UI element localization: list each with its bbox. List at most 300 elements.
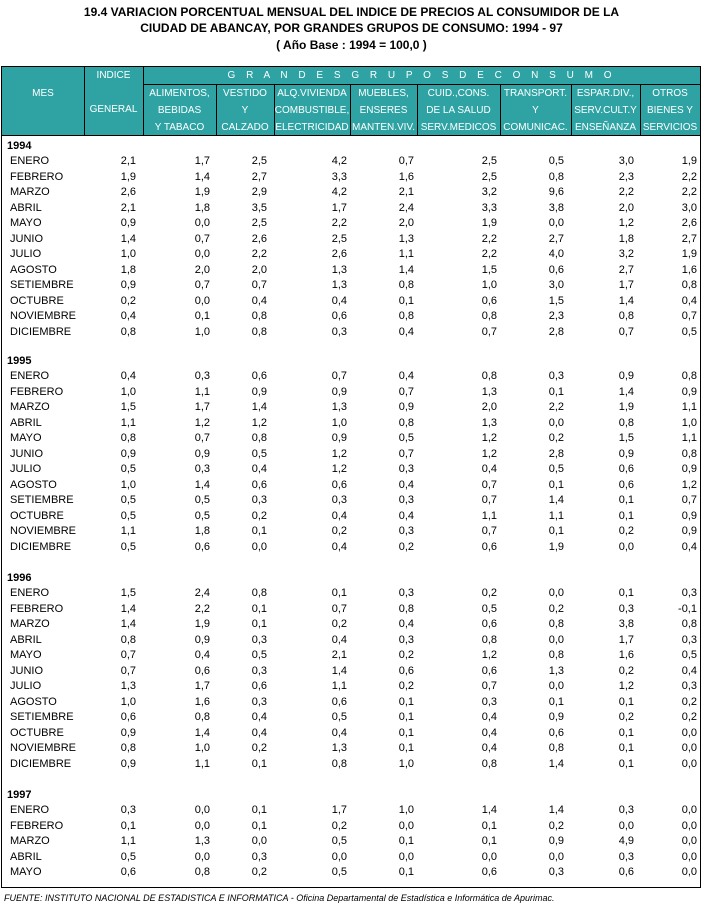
table-row — [2, 294, 700, 310]
value-cell: 0,8 — [331, 757, 347, 770]
value-cell: 0,7 — [398, 385, 414, 398]
value-cell: 1,4 — [251, 401, 267, 413]
value-cell: 0,1 — [618, 509, 634, 522]
value-cell: 0,5 — [481, 602, 497, 615]
table-row — [2, 509, 700, 525]
value-cell: 0,1 — [618, 742, 634, 754]
value-cell: 0,7 — [481, 680, 497, 692]
table-row — [2, 726, 700, 742]
value-cell: 1,0 — [194, 742, 210, 754]
value-cell: 0,3 — [618, 602, 634, 615]
value-cell: 0,4 — [481, 463, 497, 475]
value-cell: 0,4 — [331, 509, 347, 522]
value-cell: 0,2 — [618, 664, 634, 677]
table-row — [2, 369, 700, 385]
value-cell: 0,7 — [331, 602, 347, 615]
value-cell: 0,3 — [681, 587, 697, 599]
month-label: JULIO — [10, 463, 42, 475]
table-title-line-2: CIUDAD DE ABANCAY, POR GRANDES GRUPOS DE CONSUMO: 1994 - 97 — [140, 21, 563, 35]
value-cell: 1,1 — [120, 835, 136, 847]
value-cell: 1,2 — [681, 478, 697, 491]
value-cell: 0,8 — [120, 633, 136, 646]
header-col-5-line-0: TRANSPORT. — [503, 88, 568, 99]
value-cell: 2,6 — [331, 248, 347, 260]
value-cell: 2,0 — [398, 217, 414, 229]
value-cell: 0,2 — [548, 432, 564, 444]
year-label: 1994 — [7, 140, 32, 152]
value-cell: 1,3 — [194, 835, 210, 847]
value-cell: 0,0 — [398, 850, 414, 863]
value-cell: 1,9 — [548, 540, 564, 553]
month-label: MARZO — [10, 835, 50, 847]
value-cell: 0,5 — [120, 850, 136, 863]
value-cell: 2,2 — [481, 232, 497, 245]
header-col-3-line-1: ENSERES — [359, 105, 408, 116]
header-col-1-line-2: CALZADO — [221, 122, 269, 133]
month-label: AGOSTO — [10, 695, 57, 708]
header-col-2-line-0: ALQ.VIVIENDA — [277, 88, 347, 99]
value-cell: 0,8 — [681, 618, 697, 630]
value-cell: 0,1 — [618, 695, 634, 708]
header-col-4-line-1: DE LA SALUD — [426, 105, 491, 116]
value-cell: 0,6 — [618, 463, 634, 475]
value-cell: 0,8 — [120, 325, 136, 338]
value-cell: 1,6 — [681, 263, 697, 276]
value-cell: 0,0 — [398, 819, 414, 832]
value-cell: 0,4 — [481, 711, 497, 723]
value-cell: 0,9 — [120, 757, 136, 770]
value-cell: 1,9 — [681, 248, 697, 260]
value-cell: 1,2 — [331, 463, 347, 475]
table-row — [2, 216, 700, 232]
value-cell: 1,1 — [548, 509, 564, 522]
value-cell: 0,4 — [331, 540, 347, 553]
value-cell: 0,2 — [681, 695, 697, 708]
value-cell: 1,1 — [120, 525, 136, 537]
value-cell: 0,4 — [331, 294, 347, 307]
value-cell: 0,9 — [681, 463, 697, 475]
value-cell: 2,1 — [120, 201, 136, 214]
value-cell: 1,4 — [194, 478, 210, 491]
month-label: MAYO — [10, 866, 42, 878]
value-cell: 1,3 — [331, 742, 347, 754]
value-cell: 0,2 — [548, 819, 564, 832]
month-label: JULIO — [10, 248, 42, 260]
value-cell: 2,6 — [251, 232, 267, 245]
value-cell: 0,7 — [398, 447, 414, 460]
value-cell: 0,5 — [120, 463, 136, 475]
value-cell: 0,7 — [194, 232, 210, 245]
month-label: MARZO — [10, 401, 50, 413]
value-cell: 2,8 — [548, 325, 564, 338]
value-cell: 0,7 — [251, 279, 267, 291]
value-cell: 0,4 — [120, 310, 136, 322]
value-cell: 0,5 — [120, 494, 136, 506]
value-cell: 2,2 — [331, 217, 347, 229]
table-row — [2, 540, 700, 556]
value-cell: 1,9 — [681, 155, 697, 167]
value-cell: 0,5 — [681, 649, 697, 661]
value-cell: 2,2 — [194, 602, 210, 615]
value-cell: 0,3 — [251, 664, 267, 677]
value-cell: 0,3 — [398, 633, 414, 646]
header-general: GENERAL — [89, 104, 138, 115]
value-cell: 1,4 — [194, 726, 210, 739]
value-cell: 0,1 — [398, 835, 414, 847]
value-cell: 0,4 — [681, 294, 697, 307]
table-row — [2, 819, 700, 835]
value-cell: 0,1 — [618, 587, 634, 599]
value-cell: 0,0 — [194, 248, 210, 260]
value-cell: 0,7 — [481, 478, 497, 491]
value-cell: 0,3 — [681, 633, 697, 646]
value-cell: 0,5 — [251, 649, 267, 661]
value-cell: 0,7 — [481, 525, 497, 537]
value-cell: 3,8 — [618, 618, 634, 630]
value-cell: 2,0 — [194, 263, 210, 276]
table-row — [2, 478, 700, 494]
value-cell: 4,2 — [331, 155, 347, 167]
value-cell: 0,4 — [398, 325, 414, 338]
value-cell: 1,9 — [194, 186, 210, 198]
header-col-7-line-1: BIENES Y — [647, 105, 693, 116]
value-cell: 0,1 — [194, 310, 210, 322]
table-row — [2, 865, 700, 881]
value-cell: 1,0 — [120, 385, 136, 398]
table-row — [2, 201, 700, 217]
value-cell: 0,8 — [398, 310, 414, 322]
value-cell: 0,1 — [398, 742, 414, 754]
value-cell: 0,5 — [548, 463, 564, 475]
value-cell: 0,8 — [398, 602, 414, 615]
table-row — [2, 416, 700, 432]
value-cell: 1,3 — [481, 385, 497, 398]
table-base-year: ( Año Base : 1994 = 100,0 ) — [276, 38, 427, 52]
month-label: MARZO — [10, 186, 50, 198]
value-cell: 0,2 — [251, 866, 267, 878]
value-cell: 1,1 — [120, 416, 136, 429]
value-cell: 0,6 — [120, 866, 136, 878]
value-cell: 0,3 — [251, 494, 267, 506]
value-cell: 0,4 — [398, 370, 414, 382]
value-cell: 1,6 — [618, 649, 634, 661]
month-label: NOVIEMBRE — [10, 525, 77, 537]
value-cell: 1,9 — [194, 618, 210, 630]
value-cell: 1,6 — [398, 170, 414, 183]
value-cell: 1,3 — [120, 680, 136, 692]
table-row — [2, 385, 700, 401]
value-cell: 2,9 — [251, 186, 267, 198]
table-row — [2, 431, 700, 447]
value-cell: 1,0 — [194, 325, 210, 338]
value-cell: 0,6 — [331, 478, 347, 491]
value-cell: 0,3 — [398, 525, 414, 537]
value-cell: 0,8 — [618, 416, 634, 429]
value-cell: 0,1 — [251, 602, 267, 615]
value-cell: 0,0 — [681, 757, 697, 770]
value-cell: 1,1 — [194, 385, 210, 398]
header-col-4-line-0: CUID.,CONS. — [427, 88, 490, 99]
header-col-0-line-1: BEBIDAS — [157, 105, 202, 116]
month-label: OCTUBRE — [10, 294, 64, 307]
header-col-6-line-0: ESPAR.DIV., — [576, 88, 635, 99]
value-cell: 0,3 — [120, 804, 136, 816]
value-cell: 0,0 — [194, 850, 210, 863]
value-cell: 0,2 — [481, 587, 497, 599]
value-cell: 0,6 — [481, 618, 497, 630]
value-cell: 1,4 — [331, 664, 347, 677]
value-cell: 0,0 — [194, 294, 210, 307]
value-cell: 0,2 — [251, 742, 267, 754]
value-cell: 0,9 — [548, 711, 564, 723]
month-label: ENERO — [10, 804, 50, 816]
value-cell: 1,9 — [618, 401, 634, 413]
value-cell: -0,1 — [678, 602, 697, 615]
value-cell: 0,0 — [681, 835, 697, 847]
value-cell: 0,8 — [548, 649, 564, 661]
value-cell: 0,3 — [331, 494, 347, 506]
value-cell: 0,6 — [481, 294, 497, 307]
value-cell: 0,6 — [251, 478, 267, 491]
value-cell: 1,7 — [618, 279, 634, 291]
value-cell: 0,3 — [548, 866, 564, 878]
value-cell: 0,6 — [331, 695, 347, 708]
value-cell: 1,4 — [120, 232, 136, 245]
value-cell: 2,5 — [331, 232, 347, 245]
month-label: DICIEMBRE — [10, 325, 72, 338]
value-cell: 0,9 — [331, 432, 347, 444]
value-cell: 0,3 — [618, 804, 634, 816]
value-cell: 0,8 — [194, 711, 210, 723]
header-col-3-line-0: MUEBLES, — [358, 88, 409, 99]
value-cell: 1,8 — [194, 525, 210, 537]
value-cell: 0,1 — [548, 385, 564, 398]
value-cell: 0,8 — [251, 587, 267, 599]
value-cell: 0,8 — [481, 757, 497, 770]
table-row — [2, 524, 700, 540]
month-label: ABRIL — [10, 201, 42, 214]
value-cell: 0,0 — [251, 835, 267, 847]
value-cell: 0,7 — [481, 325, 497, 338]
value-cell: 0,1 — [618, 494, 634, 506]
table-row — [2, 247, 700, 263]
value-cell: 2,4 — [398, 201, 414, 214]
value-cell: 1,0 — [331, 416, 347, 429]
value-cell: 0,2 — [120, 294, 136, 307]
value-cell: 0,9 — [194, 447, 210, 460]
value-cell: 0,9 — [194, 633, 210, 646]
value-cell: 0,6 — [194, 540, 210, 553]
value-cell: 0,8 — [398, 279, 414, 291]
value-cell: 0,9 — [331, 385, 347, 398]
value-cell: 0,1 — [120, 819, 136, 832]
month-label: JUNIO — [10, 232, 43, 245]
value-cell: 0,0 — [681, 850, 697, 863]
value-cell: 0,9 — [398, 401, 414, 413]
value-cell: 0,8 — [251, 310, 267, 322]
value-cell: 3,2 — [481, 186, 497, 198]
table-row — [2, 757, 700, 773]
value-cell: 1,7 — [194, 155, 210, 167]
value-cell: 1,4 — [618, 294, 634, 307]
month-label: FEBRERO — [10, 602, 64, 615]
table-row — [2, 664, 700, 680]
value-cell: 0,6 — [618, 478, 634, 491]
month-label: OCTUBRE — [10, 509, 64, 522]
value-cell: 1,1 — [481, 509, 497, 522]
value-cell: 0,9 — [120, 279, 136, 291]
month-label: AGOSTO — [10, 478, 57, 491]
value-cell: 0,1 — [548, 525, 564, 537]
table-row — [2, 462, 700, 478]
value-cell: 0,6 — [481, 866, 497, 878]
value-cell: 0,2 — [398, 649, 414, 661]
value-cell: 0,4 — [398, 509, 414, 522]
value-cell: 0,2 — [251, 509, 267, 522]
table-row — [2, 493, 700, 509]
header-mes: MES — [32, 88, 54, 99]
value-cell: 1,4 — [548, 757, 564, 770]
value-cell: 0,3 — [681, 680, 697, 692]
value-cell: 1,5 — [548, 294, 564, 307]
value-cell: 0,4 — [120, 370, 136, 382]
value-cell: 1,4 — [618, 385, 634, 398]
value-cell: 1,3 — [331, 279, 347, 291]
value-cell: 0,2 — [681, 711, 697, 723]
value-cell: 1,3 — [331, 263, 347, 276]
value-cell: 1,3 — [548, 664, 564, 677]
value-cell: 0,4 — [251, 726, 267, 739]
month-label: NOVIEMBRE — [10, 310, 77, 322]
value-cell: 0,1 — [398, 695, 414, 708]
month-label: FEBRERO — [10, 385, 64, 398]
month-label: OCTUBRE — [10, 726, 64, 739]
value-cell: 2,2 — [681, 186, 697, 198]
source-footnote: FUENTE: INSTITUTO NACIONAL DE ESTADISTICA E INFORMATICA - Oficina Departamental de Estadística e Informática de Apurimac. — [4, 893, 555, 903]
value-cell: 1,0 — [681, 416, 697, 429]
value-cell: 0,0 — [681, 866, 697, 878]
header-col-7-line-0: OTROS — [652, 88, 688, 99]
value-cell: 0,5 — [331, 711, 347, 723]
value-cell: 0,9 — [681, 525, 697, 537]
header-col-6-line-2: ENSEÑANZA — [574, 122, 637, 133]
value-cell: 0,6 — [481, 540, 497, 553]
value-cell: 0,9 — [120, 217, 136, 229]
value-cell: 0,5 — [251, 447, 267, 460]
month-label: ENERO — [10, 370, 50, 382]
value-cell: 0,0 — [194, 819, 210, 832]
value-cell: 0,8 — [681, 279, 697, 291]
value-cell: 0,1 — [398, 294, 414, 307]
value-cell: 1,1 — [398, 248, 414, 260]
value-cell: 2,5 — [251, 155, 267, 167]
month-label: JULIO — [10, 680, 42, 692]
value-cell: 0,4 — [331, 633, 347, 646]
month-label: ABRIL — [10, 416, 42, 429]
value-cell: 1,4 — [548, 494, 564, 506]
table-row — [2, 263, 700, 279]
value-cell: 1,5 — [120, 401, 136, 413]
value-cell: 1,0 — [481, 279, 497, 291]
value-cell: 2,0 — [251, 263, 267, 276]
month-label: SETIEMBRE — [10, 279, 74, 291]
header-col-1-line-0: VESTIDO — [223, 88, 267, 99]
value-cell: 3,0 — [681, 201, 697, 214]
value-cell: 1,5 — [618, 432, 634, 444]
value-cell: 0,8 — [120, 432, 136, 444]
value-cell: 0,1 — [398, 711, 414, 723]
value-cell: 0,8 — [120, 742, 136, 754]
value-cell: 0,5 — [120, 540, 136, 553]
value-cell: 0,5 — [681, 325, 697, 338]
month-label: SETIEMBRE — [10, 494, 74, 506]
header-grandes-grupos: G R A N D E S G R U P O S D E C O N S U M O — [227, 70, 616, 81]
value-cell: 0,5 — [120, 509, 136, 522]
header-col-1-line-1: Y — [241, 105, 249, 116]
value-cell: 2,3 — [618, 170, 634, 183]
value-cell: 0,7 — [681, 310, 697, 322]
month-label: ABRIL — [10, 850, 42, 863]
value-cell: 0,8 — [194, 866, 210, 878]
header-col-4-line-2: SERV.MEDICOS — [420, 122, 497, 133]
value-cell: 0,4 — [251, 294, 267, 307]
value-cell: 1,6 — [194, 695, 210, 708]
value-cell: 4,2 — [331, 186, 347, 198]
value-cell: 0,8 — [618, 310, 634, 322]
month-label: AGOSTO — [10, 263, 57, 276]
value-cell: 0,9 — [120, 447, 136, 460]
month-label: ENERO — [10, 587, 50, 599]
value-cell: 0,6 — [398, 664, 414, 677]
value-cell: 0,1 — [251, 525, 267, 537]
value-cell: 0,3 — [398, 463, 414, 475]
value-cell: 1,3 — [481, 416, 497, 429]
year-label: 1996 — [7, 572, 32, 584]
value-cell: 0,3 — [398, 587, 414, 599]
header-col-2-line-2: ELECTRICIDAD — [275, 122, 349, 133]
value-cell: 1,4 — [398, 263, 414, 276]
value-cell: 0,6 — [251, 370, 267, 382]
value-cell: 0,8 — [251, 325, 267, 338]
value-cell: 2,0 — [618, 201, 634, 214]
value-cell: 0,4 — [481, 742, 497, 754]
value-cell: 0,0 — [194, 804, 210, 816]
value-cell: 1,2 — [618, 680, 634, 692]
value-cell: 0,0 — [548, 850, 564, 863]
header-col-6-line-1: SERV.CULT.Y — [574, 105, 637, 116]
value-cell: 0,4 — [331, 726, 347, 739]
value-cell: 0,0 — [681, 819, 697, 832]
value-cell: 0,1 — [398, 726, 414, 739]
table-row — [2, 602, 700, 618]
value-cell: 1,5 — [481, 263, 497, 276]
value-cell: 0,8 — [251, 432, 267, 444]
value-cell: 3,8 — [548, 201, 564, 214]
value-cell: 0,5 — [194, 509, 210, 522]
value-cell: 0,9 — [681, 385, 697, 398]
value-cell: 1,3 — [331, 401, 347, 413]
value-cell: 0,8 — [548, 170, 564, 183]
value-cell: 0,5 — [398, 432, 414, 444]
value-cell: 1,7 — [194, 401, 210, 413]
header-col-5-line-1: Y — [532, 105, 539, 116]
month-label: DICIEMBRE — [10, 757, 72, 770]
value-cell: 3,0 — [548, 279, 564, 291]
value-cell: 0,3 — [331, 325, 347, 338]
value-cell: 0,8 — [548, 618, 564, 630]
value-cell: 3,5 — [251, 201, 267, 214]
value-cell: 2,8 — [548, 447, 564, 460]
